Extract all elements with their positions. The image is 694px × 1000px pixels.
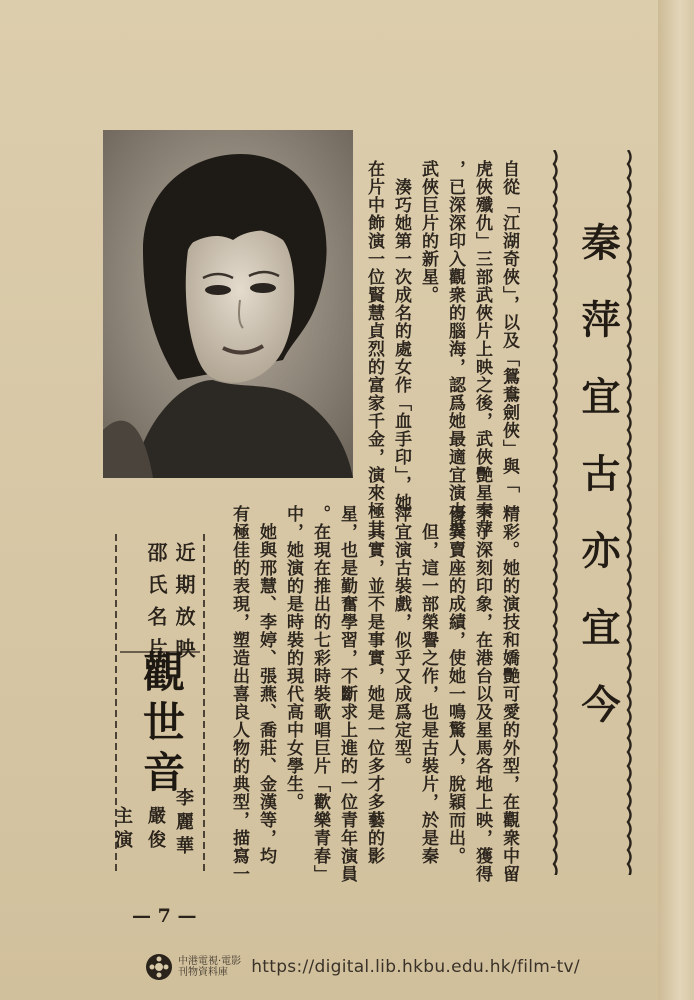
watermark-org-line1: 中港電視·電影 — [178, 955, 242, 967]
article-column: 萍宜演古裝戲，似乎又成爲定型。 — [391, 505, 411, 775]
article-column: 虎俠殲仇」三部武俠片上映之後，武俠艷星秦萍 — [472, 160, 492, 538]
article-title: 秦萍宜古亦宜今 — [575, 222, 621, 761]
watermark-org — [178, 956, 241, 979]
article-column: 精彩。她的演技和嬌艷可愛的外型，在觀衆中留 — [499, 505, 519, 883]
page-number: — 7 — — [132, 905, 197, 927]
article-column: 其實，並不是事實，她是一位多才多藝的影 — [364, 505, 384, 865]
film-reel-icon — [144, 952, 174, 982]
article-column: ，已深深印入觀衆的腦海，認爲她最適宜演古裝 — [445, 160, 465, 538]
article-column: 自從「江湖奇俠」，以及「鴛鴦劍俠」與「 — [499, 160, 519, 494]
portrait-image — [103, 130, 353, 478]
article-column: 。在現在推出的七彩時裝歌唱巨片「歡樂青春」 — [310, 505, 330, 883]
article-column: 優異賣座的成績，使她一鳴驚人，脫穎而出。 — [445, 505, 465, 865]
article-column: 下了深刻印象，在港台以及星馬各地上映，獲得 — [472, 505, 492, 883]
article-column: 有極佳的表現，塑造出喜良人物的典型，描寫一 — [229, 505, 249, 883]
article-column: 在片中飾演一位賢慧貞烈的富家千金，演來極其 — [364, 160, 384, 538]
watermark-url[interactable]: https://digital.lib.hkbu.edu.hk/film-tv/ — [251, 957, 580, 977]
library-watermark — [144, 949, 580, 985]
portrait-photo — [103, 130, 353, 478]
ad-star-2: 嚴俊 — [145, 806, 166, 854]
page-fold-shadow — [658, 0, 694, 1000]
article-column: 但，這一部榮譽之作，也是古裝片，於是秦 — [418, 505, 438, 865]
watermark-org-line2: 刊物資料庫 — [178, 967, 228, 978]
article-column: 武俠巨片的新星。 — [418, 160, 438, 304]
ad-star-1: 李麗華 — [173, 788, 194, 860]
article-column: 她與邢慧、李婷、張燕、喬莊、金漢等，均 — [256, 505, 276, 865]
article-column: 星，也是勤奮學習，不斷求上進的一位青年演員 — [337, 505, 357, 883]
ad-starring: 主演 — [112, 806, 133, 854]
ad-film-title: 觀世音 — [137, 650, 186, 800]
article-column: 中，她演的是時裝的現代高中女學生。 — [283, 505, 303, 811]
ad-studio: 邵氏名片 — [144, 542, 168, 670]
ad-upcoming: 近期放映 — [172, 542, 196, 670]
article-column: 湊巧她第一次成名的處女作「血手印」，她 — [391, 160, 411, 512]
